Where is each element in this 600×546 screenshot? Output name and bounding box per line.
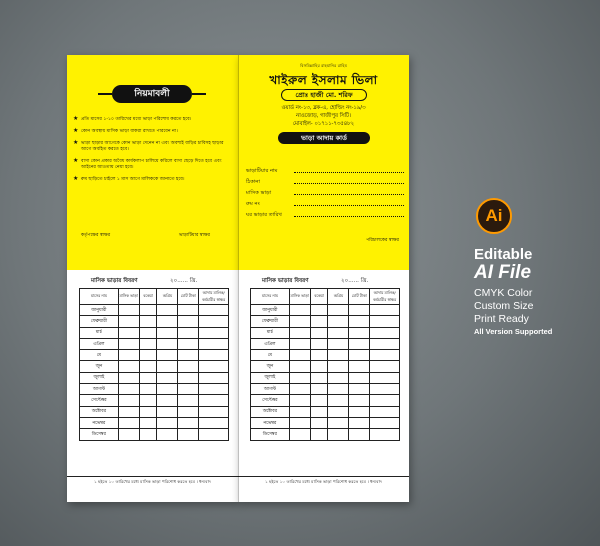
empty-cell	[118, 395, 139, 406]
month-cell: মার্চ	[251, 327, 290, 338]
empty-cell	[178, 372, 199, 383]
month-cell: জুলাই	[251, 372, 290, 383]
empty-cell	[370, 327, 400, 338]
month-cell: মার্চ	[80, 327, 119, 338]
empty-cell	[289, 417, 310, 428]
empty-cell	[157, 327, 178, 338]
column-header: মাসিক ভাড়া	[118, 289, 139, 305]
card-sheet	[238, 55, 409, 502]
empty-cell	[289, 429, 310, 440]
month-cell: নভেম্বর	[251, 417, 290, 428]
column-header: অগ্রিম	[328, 289, 349, 305]
month-cell: ফেব্রুয়ারী	[80, 316, 119, 327]
table-row	[80, 429, 229, 440]
empty-cell	[118, 361, 139, 372]
empty-cell	[157, 406, 178, 417]
card-title: ভাড়া আদায় কার্ড	[278, 132, 370, 144]
month-cell: জানুয়ারী	[80, 305, 119, 316]
table-row	[251, 406, 400, 417]
table-row	[80, 316, 229, 327]
empty-cell	[370, 384, 400, 395]
editable-label: Editable	[474, 246, 533, 263]
empty-cell	[370, 361, 400, 372]
empty-cell	[118, 372, 139, 383]
empty-cell	[370, 305, 400, 316]
month-cell: অক্টোবর	[251, 406, 290, 417]
empty-cell	[328, 384, 349, 395]
empty-cell	[199, 327, 229, 338]
fill-line	[294, 190, 404, 195]
empty-cell	[157, 338, 178, 349]
fill-line	[294, 212, 404, 217]
year-label: ২০...... খ্রি.	[170, 278, 198, 284]
empty-cell	[328, 429, 349, 440]
empty-cell	[157, 384, 178, 395]
empty-cell	[289, 327, 310, 338]
month-cell: আগস্ট	[251, 384, 290, 395]
month-cell: এপ্রিল	[251, 338, 290, 349]
empty-cell	[178, 361, 199, 372]
empty-cell	[370, 316, 400, 327]
empty-cell	[349, 395, 370, 406]
table-row	[80, 406, 229, 417]
empty-cell	[289, 395, 310, 406]
empty-cell	[370, 429, 400, 440]
empty-cell	[328, 305, 349, 316]
card-panel	[238, 55, 409, 270]
empty-cell	[328, 361, 349, 372]
empty-cell	[328, 372, 349, 383]
empty-cell	[157, 417, 178, 428]
empty-cell	[139, 305, 157, 316]
month-cell: মে	[80, 350, 119, 361]
month-cell: ডিসেম্বর	[80, 429, 119, 440]
rules-panel	[67, 55, 238, 270]
table-row	[80, 384, 229, 395]
table-row	[80, 350, 229, 361]
empty-cell	[199, 384, 229, 395]
ai-file-label: AI File	[474, 262, 532, 283]
table-row	[251, 361, 400, 372]
empty-cell	[139, 327, 157, 338]
empty-cell	[178, 417, 199, 428]
empty-cell	[199, 429, 229, 440]
empty-cell	[157, 305, 178, 316]
star-icon: ★	[73, 157, 79, 164]
star-icon: ★	[73, 127, 79, 134]
empty-cell	[328, 395, 349, 406]
month-cell: ডিসেম্বর	[251, 429, 290, 440]
table-row	[251, 327, 400, 338]
empty-cell	[157, 361, 178, 372]
rent-footer-note: ১ হইতে ১০ তারিখের মধ্যে মাসিক ভাড়া পরিশোধ করতে হবে । ধন্যবাদ	[67, 476, 238, 486]
empty-cell	[349, 338, 370, 349]
rule-item: ★ প্রতি মাসের ১-১০ তারিখের মধ্যে ভাড়া পরিশোধ করতে হবে।	[73, 115, 192, 122]
cmyk-label: CMYK Color	[474, 287, 533, 299]
empty-cell	[370, 395, 400, 406]
empty-cell	[328, 316, 349, 327]
empty-cell	[328, 350, 349, 361]
director-signature-label: পরিচালকের স্বাক্ষর	[366, 238, 399, 243]
table-body	[251, 305, 400, 441]
table-row	[251, 417, 400, 428]
fill-line	[294, 168, 404, 173]
column-header: মোট টাকা	[178, 289, 199, 305]
empty-cell	[310, 372, 328, 383]
empty-cell	[139, 338, 157, 349]
month-cell: জুন	[80, 361, 119, 372]
table-row	[80, 395, 229, 406]
empty-cell	[139, 372, 157, 383]
empty-cell	[370, 350, 400, 361]
month-cell: নভেম্বর	[80, 417, 119, 428]
empty-cell	[370, 338, 400, 349]
month-cell: মে	[251, 350, 290, 361]
field-address: ঠিকানা	[246, 179, 404, 187]
empty-cell	[139, 429, 157, 440]
empty-cell	[349, 327, 370, 338]
table-row	[80, 338, 229, 349]
column-header: মোট টাকা	[349, 289, 370, 305]
rent-footer-note: ১ হইতে ১০ তারিখের মধ্যে মাসিক ভাড়া পরিশোধ করতে হবে । ধন্যবাদ	[238, 476, 409, 486]
owner-name: প্রোঃ হাজী মো. শরিফ	[281, 89, 367, 101]
illustrator-icon: Ai	[476, 198, 512, 234]
tenant-signature-label: ভাড়াটিয়ার স্বাক্ষর	[179, 233, 210, 238]
rules-sheet	[67, 55, 238, 502]
empty-cell	[289, 406, 310, 417]
column-header: বকেয়া	[139, 289, 157, 305]
table-header-row	[80, 289, 229, 305]
rules-title: নিয়মাবলী	[112, 85, 192, 103]
empty-cell	[157, 316, 178, 327]
empty-cell	[157, 395, 178, 406]
house-name: খাইরুল ইসলাম ভিলা	[269, 73, 378, 87]
column-header: অগ্রিম	[157, 289, 178, 305]
rent-summary-title: মাসিক ভাড়ার বিবরণ	[262, 278, 309, 284]
empty-cell	[199, 406, 229, 417]
empty-cell	[199, 350, 229, 361]
custom-size-label: Custom Size	[474, 300, 534, 312]
empty-cell	[118, 350, 139, 361]
empty-cell	[349, 372, 370, 383]
empty-cell	[178, 406, 199, 417]
empty-cell	[178, 384, 199, 395]
table-row	[80, 327, 229, 338]
empty-cell	[289, 338, 310, 349]
empty-cell	[328, 417, 349, 428]
empty-cell	[310, 327, 328, 338]
empty-cell	[139, 395, 157, 406]
empty-cell	[199, 395, 229, 406]
empty-cell	[157, 429, 178, 440]
empty-cell	[118, 305, 139, 316]
table-row	[251, 429, 400, 440]
rent-summary-header	[67, 277, 238, 287]
empty-cell	[178, 350, 199, 361]
bismillah-text: বিসমিল্লাহির রাহমানির রাহিম	[300, 63, 347, 68]
empty-cell	[139, 417, 157, 428]
empty-cell	[118, 327, 139, 338]
empty-cell	[139, 350, 157, 361]
table-row	[80, 305, 229, 316]
empty-cell	[289, 350, 310, 361]
mobile-number: মোবাইল- ০১৭১১-৭৩৫৪৮২	[292, 121, 355, 127]
empty-cell	[349, 350, 370, 361]
month-cell: অক্টোবর	[80, 406, 119, 417]
month-cell: জুন	[251, 361, 290, 372]
empty-cell	[139, 406, 157, 417]
empty-cell	[199, 372, 229, 383]
empty-cell	[157, 372, 178, 383]
empty-cell	[178, 338, 199, 349]
empty-cell	[199, 305, 229, 316]
address-line-2: নাওজোড়, গাজীপুর সিটি।	[296, 113, 351, 119]
empty-cell	[310, 429, 328, 440]
table-row	[251, 305, 400, 316]
empty-cell	[349, 361, 370, 372]
rule-item: ★ কোন অবস্থায় মাসিক ভাড়া বাকরা রাখতে পারবেন না।	[73, 127, 178, 134]
empty-cell	[139, 361, 157, 372]
star-icon: ★	[73, 115, 79, 122]
column-header: আদায় মালিক/কর্মচারীর স্বাক্ষর	[199, 289, 229, 305]
empty-cell	[310, 338, 328, 349]
empty-cell	[289, 316, 310, 327]
empty-cell	[310, 350, 328, 361]
column-header: মাসের নাম	[251, 289, 290, 305]
rule-item: ★ ভাড়া ছাড়ার আগেকে কোন ভাড়া দেনেন না এবং অবশ্যই বাড়ির চাবিসহ ছাড়ার আগে অবহিত করতে হবে।	[73, 139, 224, 152]
field-rent-date: ঘর ভাড়ার তারিখ	[246, 212, 404, 220]
empty-cell	[139, 316, 157, 327]
empty-cell	[328, 327, 349, 338]
empty-cell	[178, 305, 199, 316]
table-header-row	[251, 289, 400, 305]
column-header: মাসের নাম	[80, 289, 119, 305]
field-monthly-rent: মাসিক ভাড়া	[246, 190, 404, 198]
month-cell: জানুয়ারী	[251, 305, 290, 316]
table-row	[251, 338, 400, 349]
empty-cell	[178, 429, 199, 440]
empty-cell	[157, 350, 178, 361]
table-row	[80, 361, 229, 372]
table-row	[251, 395, 400, 406]
empty-cell	[199, 316, 229, 327]
empty-cell	[310, 384, 328, 395]
empty-cell	[310, 395, 328, 406]
column-header: মাসিক ভাড়া	[289, 289, 310, 305]
rent-table	[250, 288, 400, 441]
empty-cell	[139, 384, 157, 395]
address-line-1: ওয়ার্ড নং-১৩, ব্লক-এ, হোল্ডিং নং-১৯/৩	[281, 105, 366, 111]
empty-cell	[289, 361, 310, 372]
empty-cell	[199, 338, 229, 349]
empty-cell	[118, 338, 139, 349]
empty-cell	[370, 417, 400, 428]
empty-cell	[310, 417, 328, 428]
empty-cell	[370, 406, 400, 417]
empty-cell	[349, 417, 370, 428]
empty-cell	[178, 316, 199, 327]
empty-cell	[310, 305, 328, 316]
rent-summary-header	[238, 277, 409, 287]
year-label: ২০...... খ্রি.	[341, 278, 369, 284]
empty-cell	[349, 316, 370, 327]
star-icon: ★	[73, 175, 79, 182]
version-supported-label: All Version Supported	[474, 327, 553, 336]
table-row	[80, 372, 229, 383]
empty-cell	[328, 406, 349, 417]
column-header: বকেয়া	[310, 289, 328, 305]
empty-cell	[199, 361, 229, 372]
empty-cell	[349, 429, 370, 440]
empty-cell	[178, 395, 199, 406]
empty-cell	[349, 384, 370, 395]
fill-line	[294, 201, 404, 206]
month-cell: সেপ্টেম্বর	[80, 395, 119, 406]
empty-cell	[328, 338, 349, 349]
rules-list	[73, 117, 233, 189]
fold-line	[238, 55, 239, 502]
table-row	[251, 316, 400, 327]
print-ready-label: Print Ready	[474, 313, 529, 325]
empty-cell	[199, 417, 229, 428]
empty-cell	[118, 417, 139, 428]
month-cell: ফেব্রুয়ারী	[251, 316, 290, 327]
empty-cell	[349, 406, 370, 417]
empty-cell	[310, 361, 328, 372]
month-cell: এপ্রিল	[80, 338, 119, 349]
empty-cell	[118, 316, 139, 327]
table-body	[80, 305, 229, 441]
column-header: আদায় মালিক/কর্মচারীর স্বাক্ষর	[370, 289, 400, 305]
field-tenant-name: ভাড়াটিয়ার নাম	[246, 168, 404, 176]
rule-item: ★ রুম ছাড়িতে চাইলে ১ মাস আগে মালিককে জানাতে হবে।	[73, 175, 185, 182]
empty-cell	[370, 372, 400, 383]
empty-cell	[310, 316, 328, 327]
empty-cell	[289, 372, 310, 383]
fill-line	[294, 179, 404, 184]
empty-cell	[289, 384, 310, 395]
table-row	[251, 372, 400, 383]
empty-cell	[178, 327, 199, 338]
month-cell: সেপ্টেম্বর	[251, 395, 290, 406]
rule-item: ★ বাসা কোন প্রকার অবৈধ কার্যকলাপ চালিয়ে করিলে বাসা ছেড়ে দিতে হবে এবং আইনের আওতায় নেয়া হবে।	[73, 157, 222, 170]
empty-cell	[118, 384, 139, 395]
empty-cell	[118, 429, 139, 440]
month-cell: আগস্ট	[80, 384, 119, 395]
star-icon: ★	[73, 139, 79, 146]
empty-cell	[289, 305, 310, 316]
owner-signature-label: কর্তৃপক্ষের স্বাক্ষর	[81, 233, 111, 238]
rent-summary-title: মাসিক ভাড়ার বিবরণ	[91, 278, 138, 284]
empty-cell	[118, 406, 139, 417]
table-row	[80, 417, 229, 428]
empty-cell	[349, 305, 370, 316]
rent-table	[79, 288, 229, 441]
field-room-no: রুম নং	[246, 201, 404, 209]
empty-cell	[310, 406, 328, 417]
month-cell: জুলাই	[80, 372, 119, 383]
table-row	[251, 384, 400, 395]
table-row	[251, 350, 400, 361]
